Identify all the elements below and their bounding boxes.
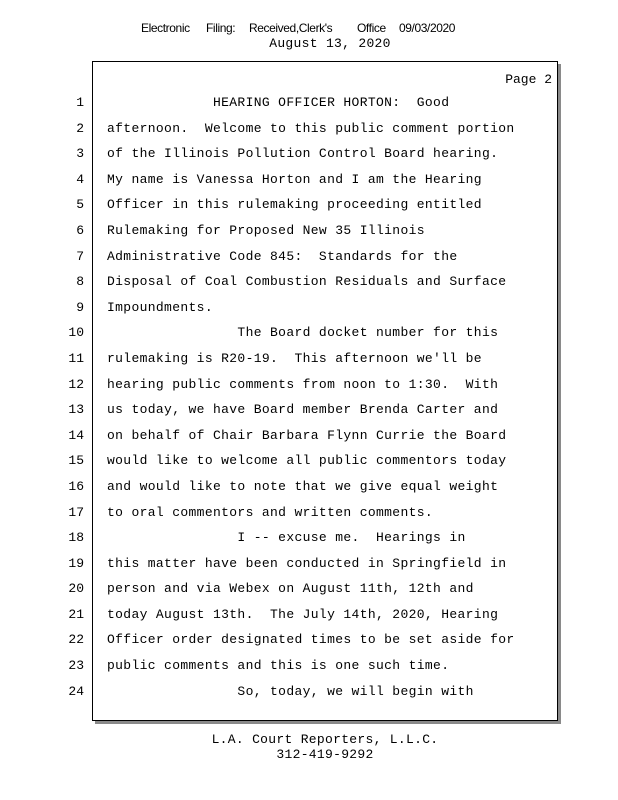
line-number: 16 xyxy=(68,478,84,494)
line-text: on behalf of Chair Barbara Flynn Currie the Board xyxy=(107,427,507,443)
stamp-filing: Filing: xyxy=(206,21,236,35)
transcript-line xyxy=(0,320,618,346)
transcript-line xyxy=(0,627,618,653)
line-text: public comments and this is one such time. xyxy=(107,658,450,674)
stamp-date: 09/03/2020 xyxy=(399,21,456,35)
transcript-line xyxy=(0,167,618,193)
line-text: So, today, we will begin with xyxy=(107,683,474,699)
header-date: August 13, 2020 xyxy=(269,36,391,51)
transcript-line xyxy=(0,525,618,551)
line-number: 15 xyxy=(68,453,84,469)
transcript-line xyxy=(0,90,618,116)
line-number: 19 xyxy=(68,555,84,571)
line-text: My name is Vanessa Horton and I am the Hearing xyxy=(107,171,482,187)
line-number: 10 xyxy=(68,325,84,341)
transcript-line xyxy=(0,653,618,679)
line-number: 8 xyxy=(76,274,84,290)
transcript-lines xyxy=(0,90,618,704)
line-text: Officer order designated times to be set aside for xyxy=(107,632,515,648)
line-number: 7 xyxy=(76,248,84,264)
line-text: would like to welcome all public commentors today xyxy=(107,453,507,469)
line-number: 2 xyxy=(76,120,84,136)
filing-stamp xyxy=(0,21,618,37)
footer-company: L.A. Court Reporters, L.L.C. xyxy=(211,732,439,747)
transcript-line xyxy=(0,116,618,142)
line-number: 18 xyxy=(68,530,84,546)
footer xyxy=(0,732,618,762)
transcript-line xyxy=(0,141,618,167)
line-number: 20 xyxy=(68,581,84,597)
transcript-line xyxy=(0,551,618,577)
line-number: 12 xyxy=(68,376,84,392)
line-number: 1 xyxy=(76,95,84,110)
line-text: rulemaking is R20-19. This afternoon we'll be xyxy=(107,350,482,366)
stamp-office: Office xyxy=(357,21,386,35)
line-number: 14 xyxy=(68,427,84,443)
line-text: Rulemaking for Proposed New 35 Illinois xyxy=(107,222,425,238)
line-text: of the Illinois Pollution Control Board hearing. xyxy=(107,146,499,162)
transcript-line xyxy=(0,269,618,295)
line-text: Officer in this rulemaking proceeding entitled xyxy=(107,197,482,213)
line-text: afternoon. Welcome to this public comment portion xyxy=(107,120,515,136)
transcript-line xyxy=(0,500,618,526)
stamp-received: Received,Clerk's xyxy=(249,21,333,35)
line-text: Administrative Code 845: Standards for the xyxy=(107,248,458,264)
line-number: 9 xyxy=(76,299,84,315)
line-number: 21 xyxy=(68,606,84,622)
transcript-line xyxy=(0,423,618,449)
line-text: and would like to note that we give equal weight xyxy=(107,478,499,494)
line-number: 13 xyxy=(68,402,84,418)
line-text: to oral commentors and written comments. xyxy=(107,504,434,520)
line-number: 4 xyxy=(76,171,84,187)
page-number: Page 2 xyxy=(505,72,552,87)
line-text: The Board docket number for this xyxy=(107,325,499,341)
line-text: person and via Webex on August 11th, 12th and xyxy=(107,581,474,597)
line-text: this matter have been conducted in Springfield in xyxy=(107,555,507,571)
line-text: today August 13th. The July 14th, 2020, Hearing xyxy=(107,606,499,622)
transcript-line xyxy=(0,372,618,398)
transcript-line xyxy=(0,679,618,705)
line-number: 5 xyxy=(76,197,84,213)
transcript-line xyxy=(0,295,618,321)
transcript-line xyxy=(0,192,618,218)
line-text: us today, we have Board member Brenda Carter and xyxy=(107,402,499,418)
line-number: 3 xyxy=(76,146,84,162)
transcript-line xyxy=(0,244,618,270)
transcript-line xyxy=(0,346,618,372)
footer-phone: 312-419-9292 xyxy=(276,747,374,762)
line-text: hearing public comments from noon to 1:30. With xyxy=(107,376,499,392)
line-number: 17 xyxy=(68,504,84,520)
line-text: HEARING OFFICER HORTON: Good xyxy=(107,95,450,110)
transcript-line xyxy=(0,448,618,474)
line-number: 23 xyxy=(68,658,84,674)
transcript-line xyxy=(0,218,618,244)
line-number: 24 xyxy=(68,683,84,699)
line-text: I -- excuse me. Hearings in xyxy=(107,530,466,546)
line-number: 22 xyxy=(68,632,84,648)
line-text: Disposal of Coal Combustion Residuals and Surface xyxy=(107,274,507,290)
line-number: 6 xyxy=(76,222,84,238)
transcript-line xyxy=(0,474,618,500)
line-number: 11 xyxy=(68,350,84,366)
transcript-line xyxy=(0,576,618,602)
transcript-line xyxy=(0,397,618,423)
transcript-line xyxy=(0,602,618,628)
stamp-electronic: Electronic xyxy=(141,21,190,35)
line-text: Impoundments. xyxy=(107,299,213,315)
